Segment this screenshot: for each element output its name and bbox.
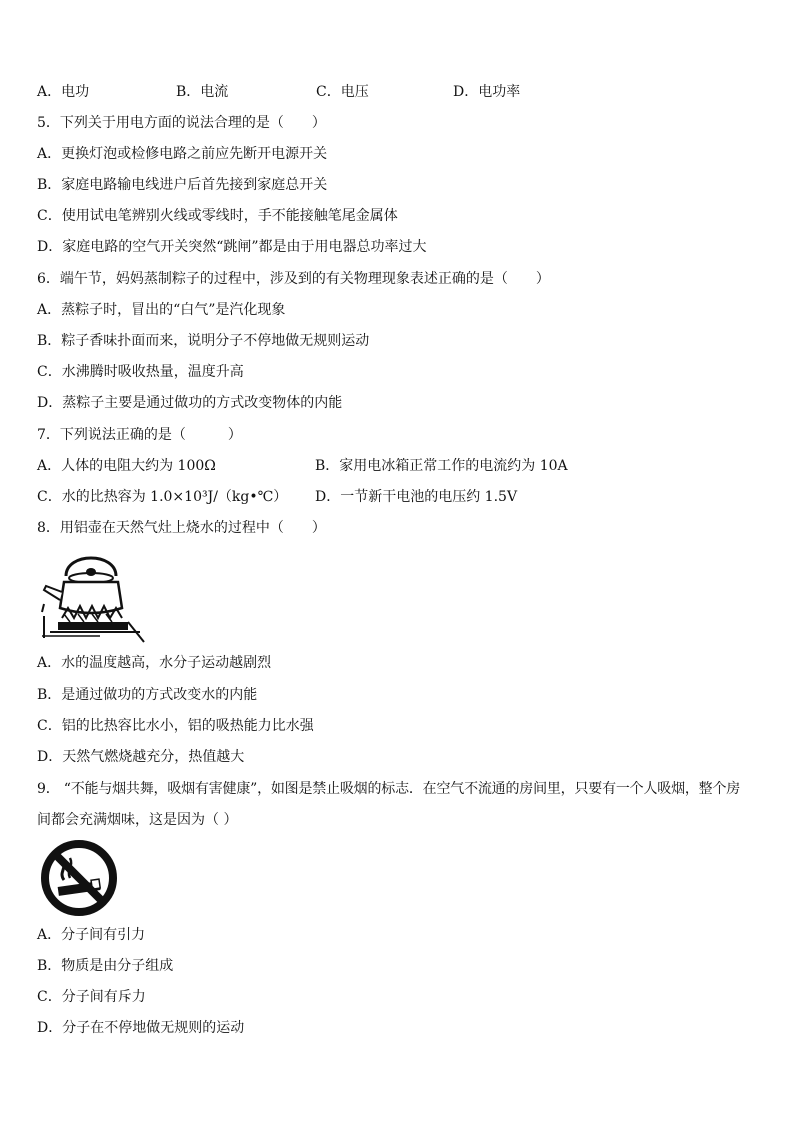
no-smoking-sign (38, 838, 120, 918)
q5-stem: 5．下列关于用电方面的说法合理的是（ ） (37, 115, 326, 131)
kettle-on-stove-figure (40, 546, 150, 644)
q9-option-d: D．分子在不停地做无规则的运动 (37, 1020, 245, 1036)
q4-option-d: D．电功率 (453, 84, 521, 100)
q9-option-a: A．分子间有引力 (37, 927, 146, 943)
q8-option-c: C．铝的比热容比水小，铝的吸热能力比水强 (37, 718, 314, 734)
no-smoking-icon (38, 838, 120, 918)
q9-stem-line2: 间都会充满烟味，这是因为（ ） (37, 812, 238, 828)
q8-option-b: B．是通过做功的方式改变水的内能 (37, 687, 258, 703)
q5-option-a: A．更换灯泡或检修电路之前应先断开电源开关 (37, 146, 328, 162)
q6-stem: 6．端午节，妈妈蒸制粽子的过程中，涉及到的有关物理现象表述正确的是（ ） (37, 271, 550, 287)
q7-stem: 7．下列说法正确的是（ ） (37, 427, 242, 443)
q4-option-c: C．电压 (316, 84, 369, 100)
q6-option-a: A．蒸粽子时，冒出的“白气”是汽化现象 (37, 302, 286, 318)
q9-option-c: C．分子间有斥力 (37, 989, 146, 1005)
q4-option-a: A．电功 (37, 84, 90, 100)
q5-option-d: D．家庭电路的空气开关突然“跳闸”都是由于用电器总功率过大 (37, 239, 427, 255)
q6-option-b: B．粽子香味扑面而来，说明分子不停地做无规则运动 (37, 333, 370, 349)
q8-stem: 8．用铝壶在天然气灶上烧水的过程中（ ） (37, 520, 326, 536)
q5-option-c: C．使用试电笔辨别火线或零线时，手不能接触笔尾金属体 (37, 208, 398, 224)
q7-option-d: D．一节新干电池的电压约 1.5V (315, 489, 518, 505)
q7-option-b: B．家用电冰箱正常工作的电流约为 10A (315, 458, 568, 474)
q9-option-b: B．物质是由分子组成 (37, 958, 174, 974)
q6-option-d: D．蒸粽子主要是通过做功的方式改变物体的内能 (37, 395, 343, 411)
q7-option-a: A．人体的电阻大约为 100Ω (37, 458, 216, 474)
q8-option-d: D．天然气燃烧越充分，热值越大 (37, 749, 245, 765)
q7-option-c: C．水的比热容为 1.0×10³J/（kg•℃） (37, 489, 288, 505)
q8-option-a: A．水的温度越高，水分子运动越剧烈 (37, 655, 272, 671)
q9-stem-line1: 9． “不能与烟共舞，吸烟有害健康”，如图是禁止吸烟的标志．在空气不流通的房间里，只要有一个人吸烟，整个房 (37, 781, 741, 797)
q4-option-b: B．电流 (176, 84, 229, 100)
kettle-icon (40, 546, 150, 644)
q5-option-b: B．家庭电路输电线进户后首先接到家庭总开关 (37, 177, 328, 193)
q6-option-c: C．水沸腾时吸收热量，温度升高 (37, 364, 244, 380)
